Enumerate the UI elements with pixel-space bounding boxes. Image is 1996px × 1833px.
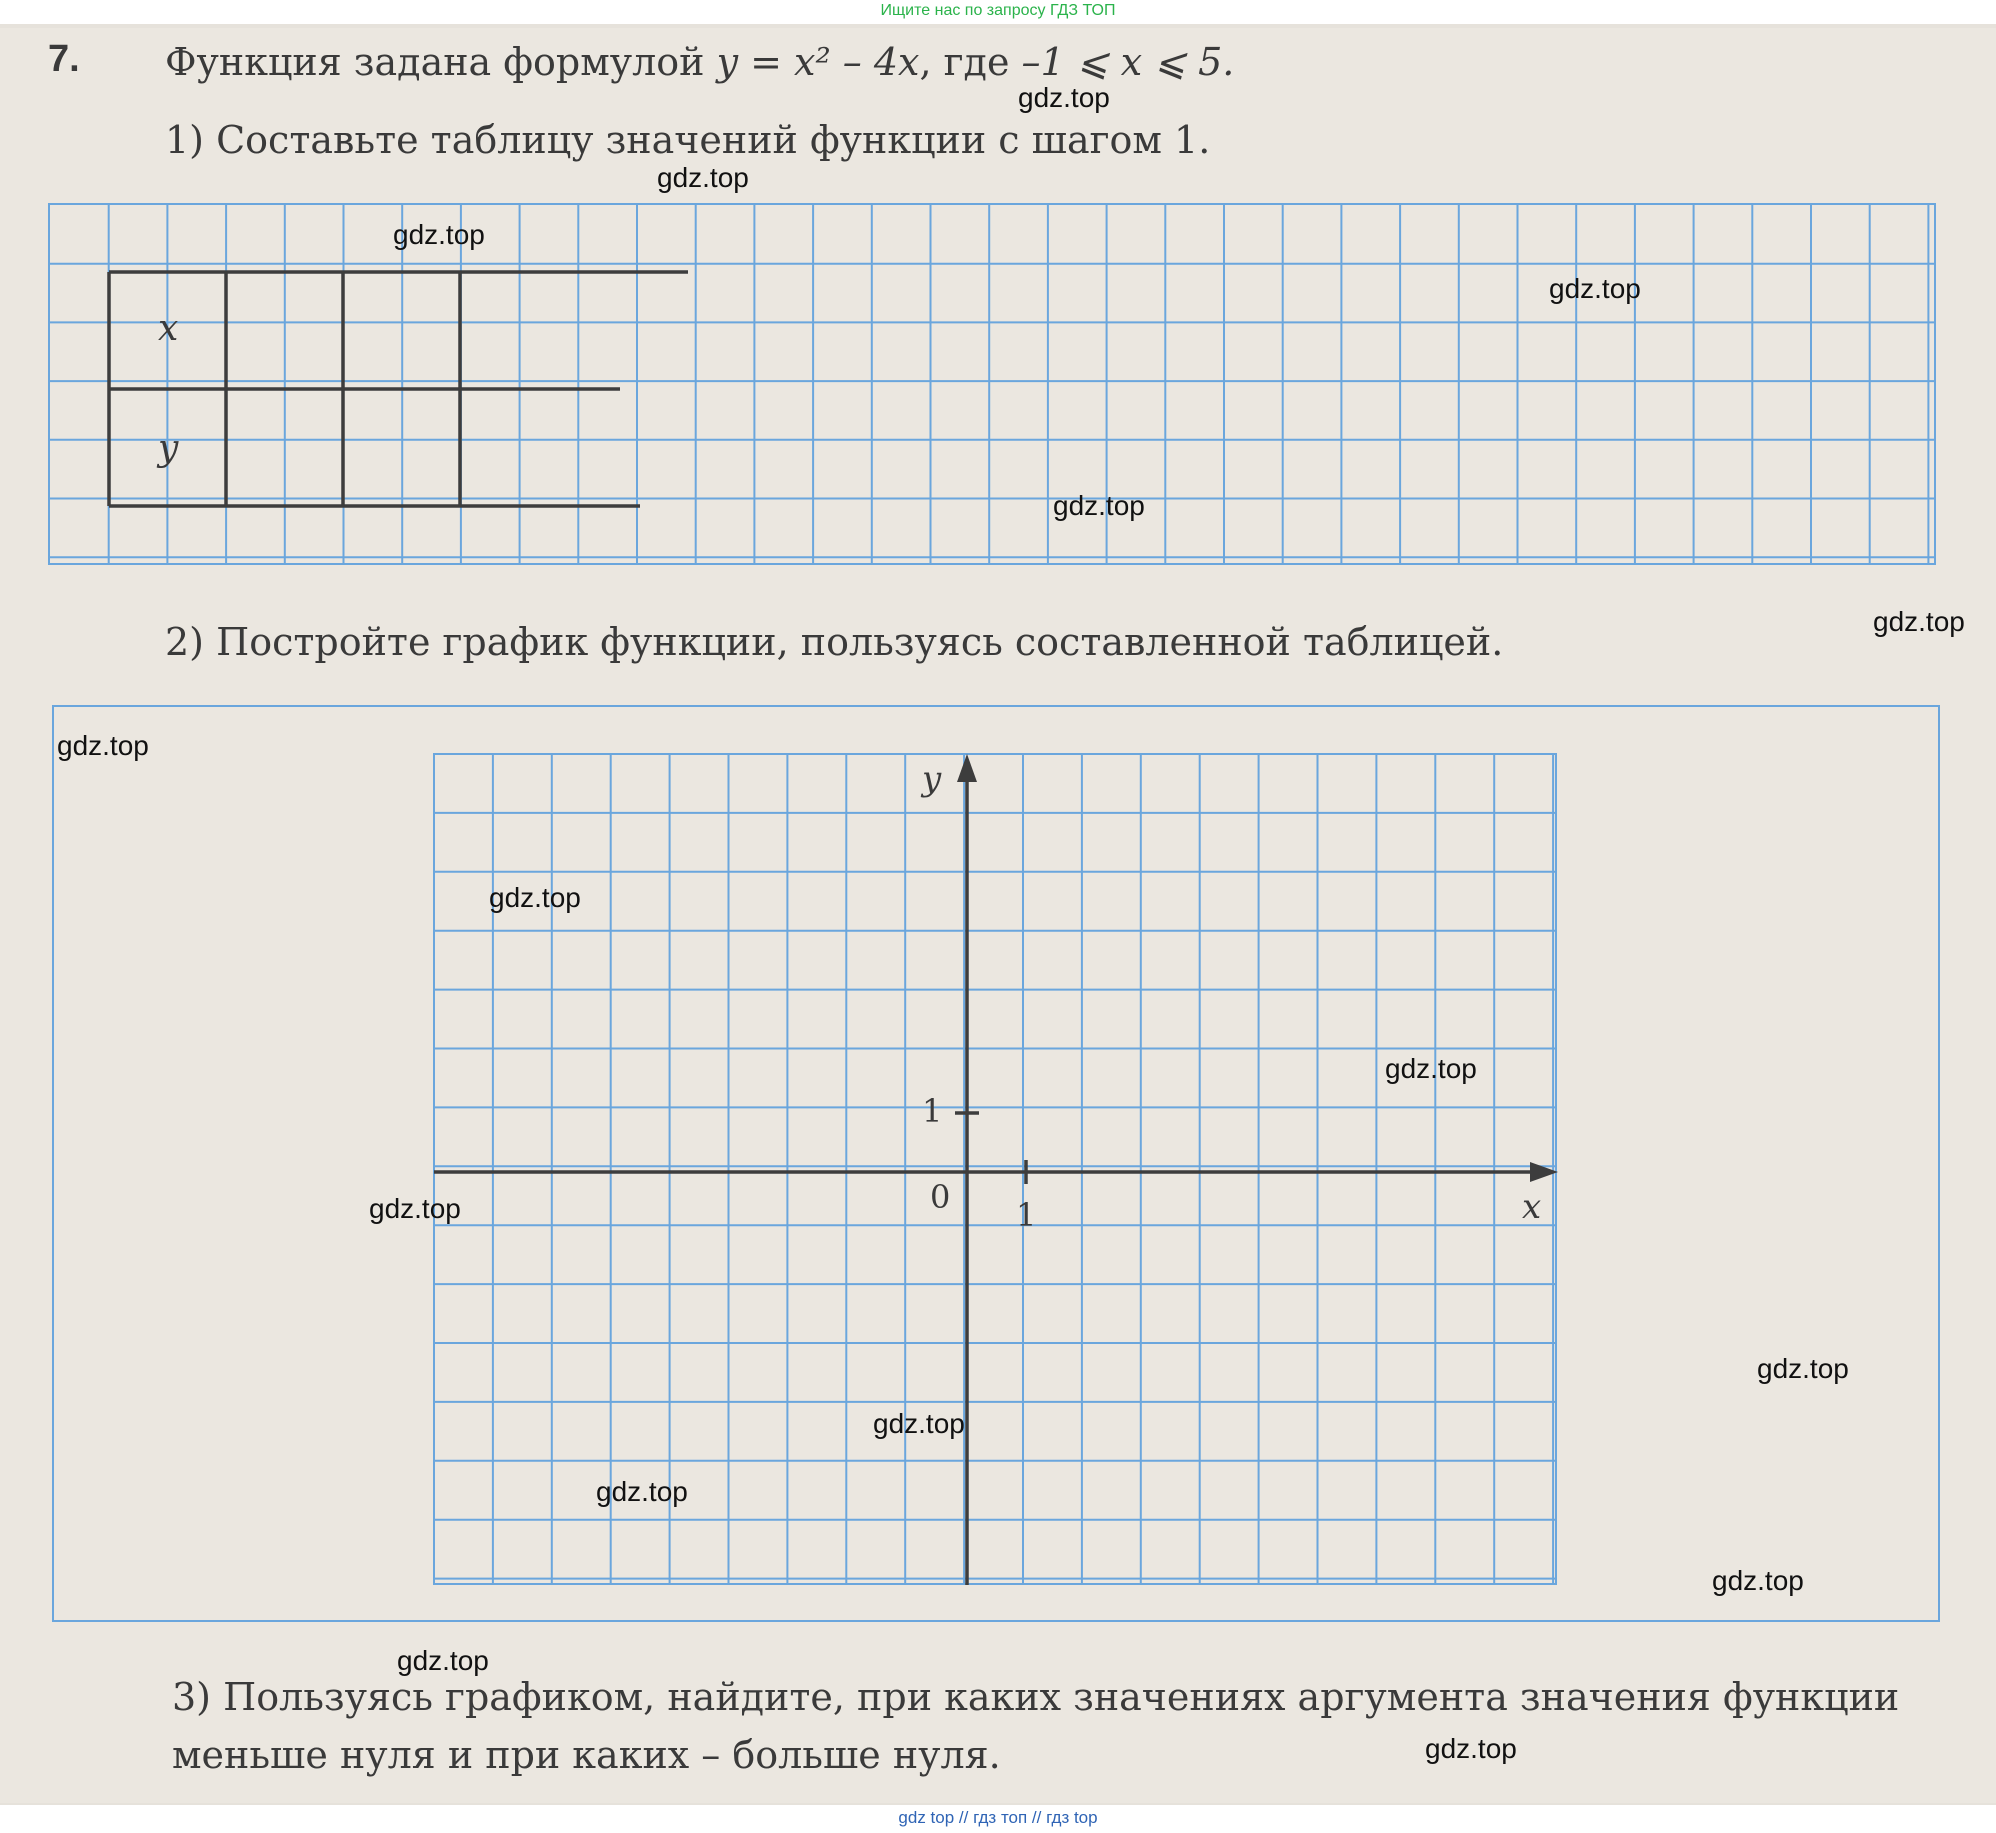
part2-instruction: 2) Постройте график функции, пользуясь составленной таблицей. (165, 620, 1504, 664)
x-axis-label: x (1522, 1187, 1542, 1227)
watermark: gdz.top (873, 1408, 965, 1439)
watermark: gdz.top (1053, 490, 1145, 521)
top-banner[interactable]: Ищите нас по запросу ГДЗ ТОП (0, 0, 1996, 24)
bottom-banner[interactable]: gdz top // гдз топ // гдз top (0, 1805, 1996, 1833)
coordinate-plane[interactable] (430, 750, 1560, 1590)
watermark: gdz.top (1712, 1565, 1804, 1596)
y-unit-label: 1 (922, 1092, 943, 1130)
y-axis-label: y (922, 759, 942, 799)
watermark: gdz.top (393, 219, 485, 250)
x-unit-label: 1 (1016, 1196, 1037, 1234)
watermark: gdz.top (1873, 606, 1965, 637)
watermark: gdz.top (369, 1193, 461, 1224)
table-grid-area (48, 203, 1936, 565)
domain: –1 ⩽ x ⩽ 5. (1021, 40, 1235, 84)
watermark: gdz.top (1385, 1053, 1477, 1084)
origin-label: 0 (930, 1178, 951, 1216)
watermark: gdz.top (397, 1645, 489, 1676)
table-row-y-label: y (158, 428, 179, 469)
watermark: gdz.top (1425, 1733, 1517, 1764)
watermark: gdz.top (1018, 82, 1110, 113)
watermark: gdz.top (57, 730, 149, 761)
table-row-x-label: x (158, 308, 179, 349)
statement-prefix: Функция задана формулой (165, 40, 717, 84)
statement-mid: , где (919, 40, 1022, 84)
watermark: gdz.top (657, 162, 749, 193)
watermark: gdz.top (1757, 1353, 1849, 1384)
value-table[interactable] (109, 272, 688, 506)
part1-instruction: 1) Составьте таблицу значений функции с шагом 1. (165, 118, 1211, 162)
watermark: gdz.top (1549, 273, 1641, 304)
part3-instruction: 3) Пользуясь графиком, найдите, при каких значениях аргумента значения функции меньше нуля и при каких – больше нуля. (172, 1675, 1900, 1777)
y-axis-arrow-icon (957, 754, 977, 782)
task-number: 7. (48, 38, 80, 80)
watermark: gdz.top (596, 1476, 688, 1507)
formula: y = x² – 4x (716, 40, 920, 84)
plane-border (434, 754, 1556, 1584)
watermark: gdz.top (489, 882, 581, 913)
task-statement (165, 40, 1234, 84)
